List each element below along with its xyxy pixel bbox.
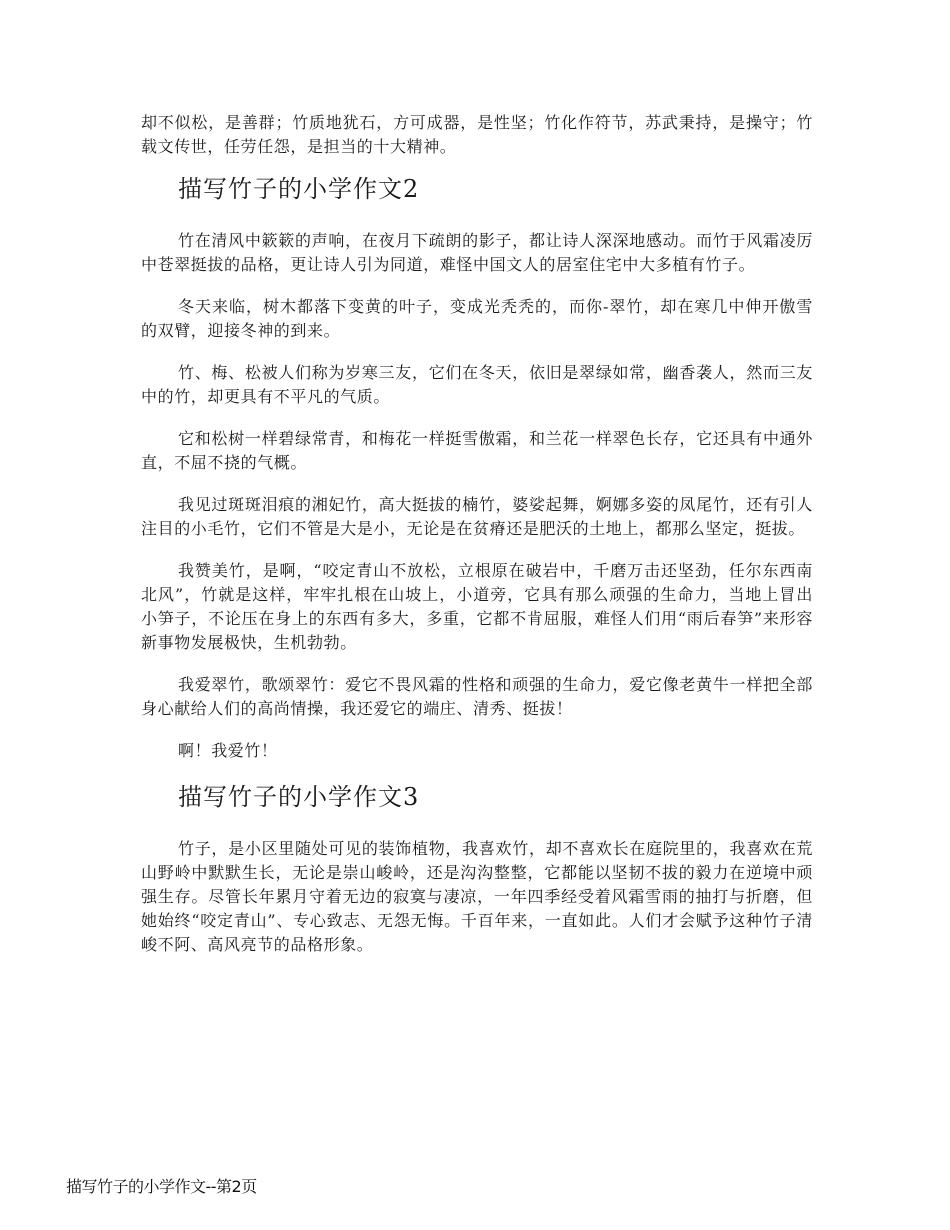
paragraph: 啊！我爱竹！: [178, 741, 278, 760]
paragraph: 竹、梅、松被人们称为岁寒三友，它们在冬天，依旧是翠绿如常，幽香袭人，然而三友中的竹，却更具有不平凡的气质。: [141, 363, 813, 406]
paragraph: 竹在清风中簌簌的声响，在夜月下疏朗的影子，都让诗人深深地感动。而竹于风霜凌厉中苍翠挺拔的品格，更让诗人引为同道，难怪中国文人的居室住宅中大多植有竹子。: [141, 231, 813, 274]
paragraph: 我爱翠竹，歌颂翠竹：爱它不畏风霜的性格和顽强的生命力，爱它像老黄牛一样把全部身心献给人们的高尚情操，我还爱它的端庄、清秀、挺拔！: [141, 675, 813, 718]
document-body: [141, 111, 813, 975]
paragraph: 冬天来临，树木都落下变黄的叶子，变成光秃秃的，而你-翠竹，却在寒几中伸开傲雪的双臂，迎接冬神的到来。: [141, 297, 813, 340]
paragraph: 我见过斑斑泪痕的湘妃竹，高大挺拔的楠竹，婆娑起舞，婀娜多姿的凤尾竹，还有引人注目的小毛竹，它们不管是大是小，无论是在贫瘠还是肥沃的土地上，都那么坚定，挺拔。: [141, 495, 813, 538]
section-heading-2: 描写竹子的小学作文2: [178, 175, 420, 203]
paragraph: 竹子，是小区里随处可见的装饰植物，我喜欢竹，却不喜欢长在庭院里的，我喜欢在荒山野岭中默默生长，无论是崇山峻岭，还是沟沟整整，它都能以坚韧不拔的毅力在逆境中顽强生存。尽管长年累月守着无边的寂寞与凄凉，一年四季经受着风霜雪雨的抽打与折磨，但她始终“咬定青山”、专心致志、无怨无悔。千百年来，一直如此。人们才会赋予这种竹子清峻不阿、高风亮节的品格形象。: [141, 839, 813, 954]
section-heading-3: 描写竹子的小学作文3: [178, 783, 420, 811]
paragraph: 我赞美竹，是啊，“咬定青山不放松，立根原在破岩中，千磨万击还坚劲，任尔东西南北风”，竹就是这样，牢牢扎根在山坡上，小道旁，它具有那么顽强的生命力，当地上冒出小笋子，不论压在身上的东西有多大，多重，它都不肯屈服，难怪人们用“雨后春笋”来形容新事物发展极快，生机勃勃。: [141, 561, 813, 652]
intro-paragraph: 却不似松，是善群；竹质地犹石，方可成器，是性坚；竹化作符节，苏武秉持，是操守；竹载文传世，任劳任怨，是担当的十大精神。: [141, 113, 813, 156]
page-footer: 描写竹子的小学作文--第2页: [66, 1177, 257, 1196]
paragraph: 它和松树一样碧绿常青，和梅花一样挺雪傲霜，和兰花一样翠色长存，它还具有中通外直，不屈不挠的气概。: [141, 429, 813, 472]
